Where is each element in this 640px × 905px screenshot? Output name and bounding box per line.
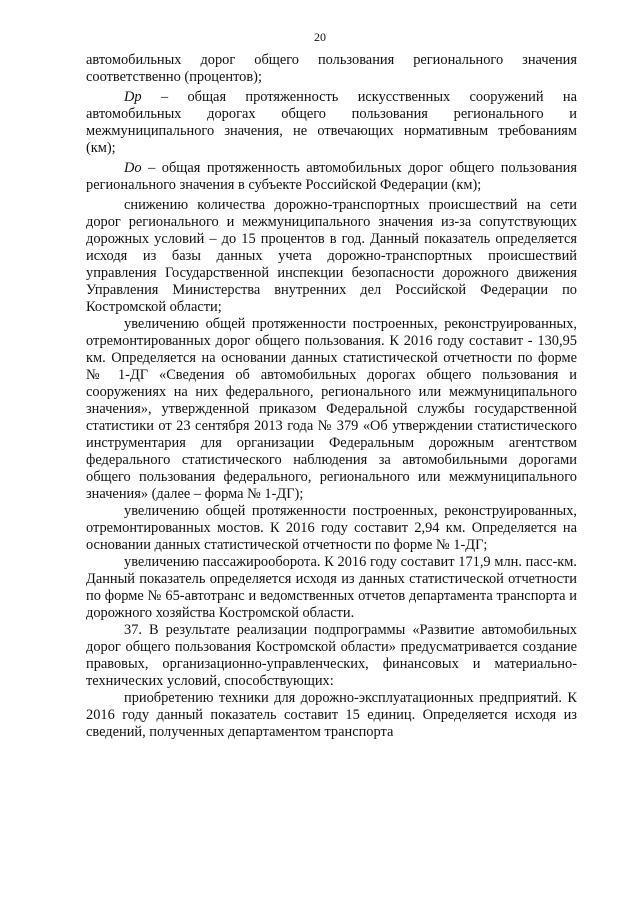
definition-do-text: – общая протяженность автомобильных дорог общего пользования регионального значения в субъекте Российской Федерации (км); [86,160,577,193]
paragraph-passenger-turnover: увеличению пассажирооборота. К 2016 году составит 171,9 млн. пасс-км. Данный показатель определяется исходя из данных статистической отчетности по форме № 65-автотранс и ведомственных отчетов департамента транспорта и дорожного хозяйства Костромской области. [86,554,577,621]
paragraph-roads-length: увеличению общей протяженности построенных, реконструированных, отремонтированных дорог общего пользования. К 2016 году составит - 130,95 км. Определяется на основании данных статистической отчетности по форме № 1-ДГ «Сведения об автомобильных дорогах общего пользования и сооружениях на них федерального, регионального или межмуниципального значения», утвержденной приказом Федеральной службы государственной статистики от 23 сентября 2013 года № 379 «Об утверждении статистического инструментария для организации Федеральным дорожным агентством федерального статистического наблюдения за автомобильными дорогами общего пользования федерального, регионального или межмуниципального значения» (далее – форма № 1-ДГ); [86,316,577,502]
paragraph-definition-dp [86,89,577,157]
page-number: 20 [314,30,326,44]
variable-dp: Dp [124,89,142,105]
definition-dp-text: – общая протяженность искусственных сооружений на автомобильных дорогах общего пользования регионального и межмуниципального значения, не отвечающих нормативным требованиям (км); [86,89,577,156]
paragraph-continuation: автомобильных дорог общего пользования регионального значения соответственно (процентов); [86,52,577,85]
paragraph-definition-do [86,160,577,194]
document-body [86,52,577,741]
variable-do: Do [124,160,142,176]
paragraph-equipment: приобретению техники для дорожно-эксплуатационных предприятий. К 2016 году данный показатель составит 15 единиц. Определяется исходя из сведений, полученных департаментом транспорта [86,690,577,740]
paragraph-item-37: 37. В результате реализации подпрограммы «Развитие автомобильных дорог общего пользования Костромской области» предусматривается создание правовых, организационно-управленческих, финансовых и материально-технических условий, способствующих: [86,622,577,689]
paragraph-accidents: снижению количества дорожно-транспортных происшествий на сети дорог регионального и межмуниципального значения из-за сопутствующих дорожных условий – до 15 процентов в год. Данный показатель определяется исходя из базы данных учета дорожно-транспортных происшествий управления Государственной инспекции безопасности дорожного движения Управления Министерства внутренних дел Российской Федерации по Костромской области; [86,197,577,315]
paragraph-bridges-length: увеличению общей протяженности построенных, реконструированных, отремонтированных мостов. К 2016 году составит 2,94 км. Определяется на основании данных статистической отчетности по форме № 1-ДГ; [86,503,577,553]
